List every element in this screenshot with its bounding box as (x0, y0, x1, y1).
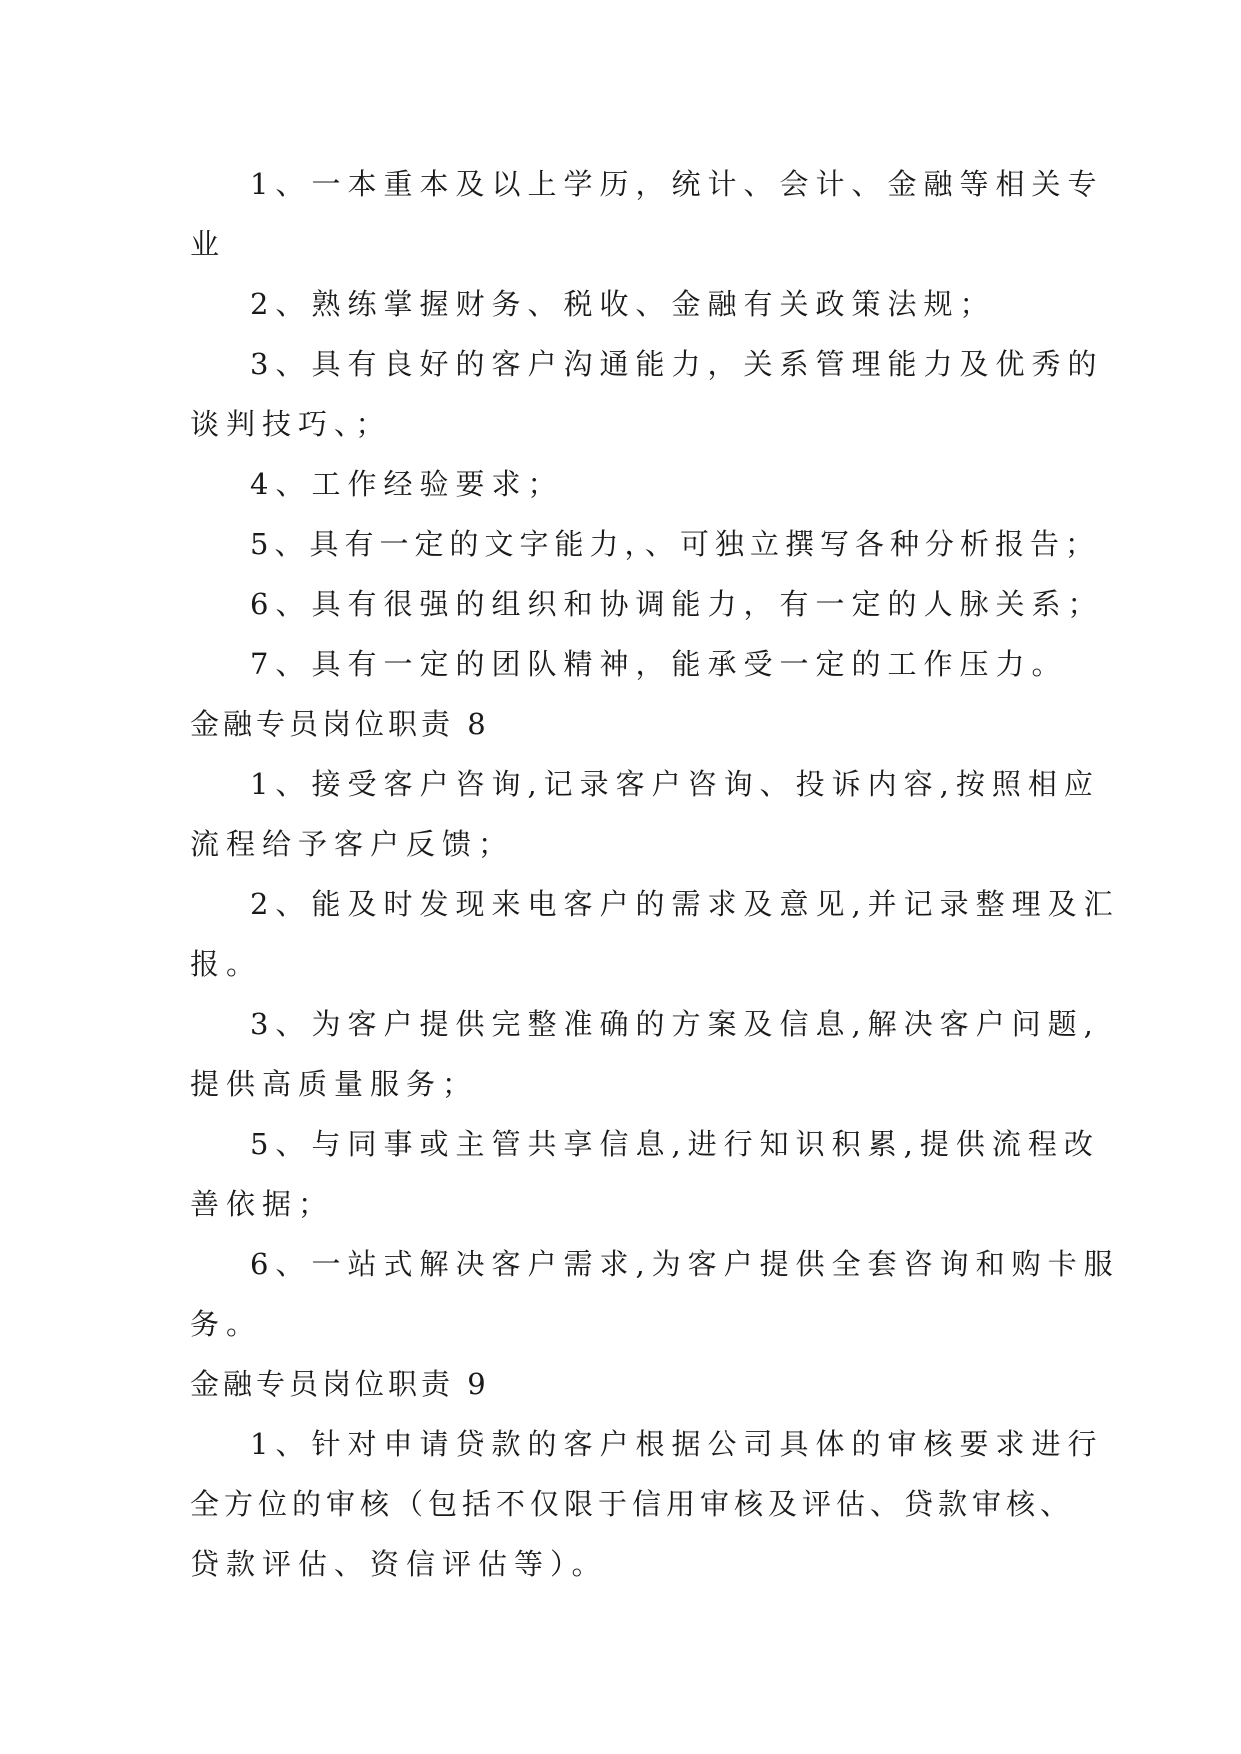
paragraph-line: 2、能及时发现来电客户的需求及意见,并记录整理及汇 (250, 887, 1120, 921)
paragraph-line: 全方位的审核（包括不仅限于信用审核及评估、贷款审核、 (190, 1487, 1075, 1521)
section-heading: 金融专员岗位职责 9 (190, 1367, 490, 1401)
paragraph-line: 5、与同事或主管共享信息,进行知识积累,提供流程改 (250, 1127, 1100, 1161)
paragraph-line: 务。 (190, 1307, 263, 1341)
paragraph-line: 7、具有一定的团队精神，能承受一定的工作压力。 (250, 647, 1068, 681)
document-body (190, 154, 1120, 1594)
paragraph-line: 谈判技巧、； (190, 407, 392, 441)
paragraph-line: 2、熟练掌握财务、税收、金融有关政策法规； (250, 287, 996, 321)
paragraph-line: 提供高质量服务； (190, 1067, 479, 1101)
paragraph-line: 4、工作经验要求； (250, 467, 564, 501)
paragraph-line: 贷款评估、资信评估等）。 (190, 1547, 608, 1581)
paragraph-line: 5、具有一定的文字能力，、可独立撰写各种分析报告； (250, 527, 1100, 561)
paragraph-line: 1、接受客户咨询,记录客户咨询、投诉内容,按照相应 (250, 767, 1100, 801)
paragraph-line: 善依据； (190, 1187, 335, 1221)
paragraph-line: 6、一站式解决客户需求,为客户提供全套咨询和购卡服 (250, 1247, 1120, 1281)
paragraph-line: 3、具有良好的客户沟通能力，关系管理能力及优秀的 (250, 347, 1104, 381)
paragraph-line: 报。 (190, 947, 263, 981)
paragraph-line: 1、针对申请贷款的客户根据公司具体的审核要求进行 (250, 1427, 1104, 1461)
paragraph-line: 6、具有很强的组织和协调能力，有一定的人脉关系； (250, 587, 1104, 621)
paragraph-line: 流程给予客户反馈； (190, 827, 515, 861)
paragraph-line: 1、一本重本及以上学历，统计、会计、金融等相关专 (250, 167, 1104, 201)
paragraph-line: 3、为客户提供完整准确的方案及信息,解决客户问题, (250, 1007, 1100, 1041)
section-heading: 金融专员岗位职责 8 (190, 707, 490, 741)
paragraph-line: 业 (190, 227, 227, 261)
